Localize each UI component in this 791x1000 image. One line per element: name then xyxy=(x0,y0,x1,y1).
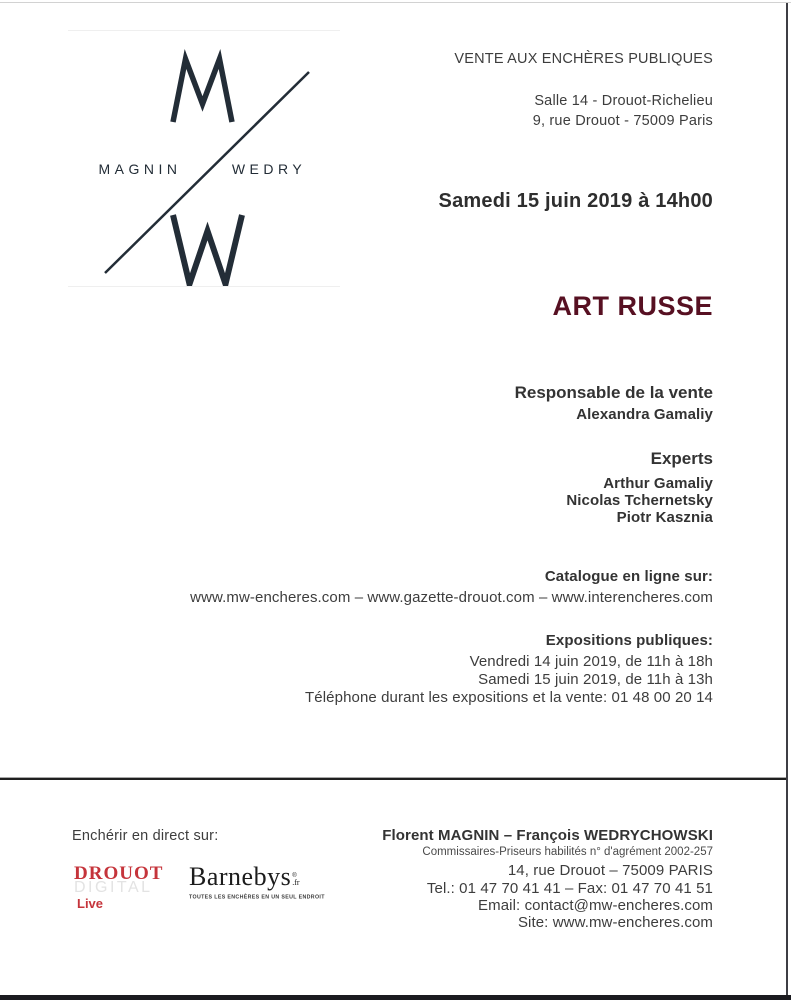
barnebys-tld-text: .fr xyxy=(292,878,300,887)
footer-accreditation: Commissaires-Priseurs habilités n° d'agrément 2002-257 xyxy=(422,846,713,858)
exposition-date: Samedi 15 juin 2019, de 11h à 13h xyxy=(478,671,713,688)
catalogue-urls: www.mw-encheres.com – www.gazette-drouot.com – www.interencheres.com xyxy=(190,589,713,606)
drouot-digital-text: DIGITAL xyxy=(74,879,153,896)
expert-name: Piotr Kasznia xyxy=(616,509,713,526)
page-edge-right xyxy=(786,3,788,996)
logo-monogram-icon xyxy=(68,31,340,286)
expert-name: Nicolas Tchernetsky xyxy=(566,492,713,509)
sale-title: ART RUSSE xyxy=(552,291,713,321)
expert-name: Arthur Gamaliy xyxy=(603,475,713,492)
footer-address: 14, rue Drouot – 75009 PARIS xyxy=(507,862,713,879)
magnin-wedry-logo xyxy=(68,30,340,287)
footer-officials: Florent MAGNIN – François WEDRYCHOWSKI xyxy=(382,827,713,844)
drouot-live-text: Live xyxy=(77,896,104,911)
footer-email: Email: contact@mw-encheres.com xyxy=(478,897,713,914)
expositions-heading: Expositions publiques: xyxy=(545,632,713,649)
page-edge-top xyxy=(0,2,791,3)
logo-letter-m-icon xyxy=(173,59,232,122)
barnebys-tagline: TOUTES LES ENCHÈRES EN UN SEUL ENDROIT xyxy=(189,895,325,901)
venue-address: 9, rue Drouot - 75009 Paris xyxy=(532,113,713,129)
responsable-name: Alexandra Gamaliy xyxy=(576,406,713,423)
exposition-phone: Téléphone durant les expositions et la vente: 01 48 00 20 14 xyxy=(305,689,713,706)
footer-site: Site: www.mw-encheres.com xyxy=(517,914,713,931)
exposition-date: Vendredi 14 juin 2019, de 11h à 18h xyxy=(469,653,713,670)
sale-type: VENTE AUX ENCHÈRES PUBLIQUES xyxy=(454,51,713,67)
barnebys-wordmark: Barnebys xyxy=(189,862,292,891)
footer-phone-fax: Tel.: 01 47 70 41 41 – Fax: 01 47 70 41 51 xyxy=(426,880,713,897)
barnebys-logo xyxy=(189,864,343,901)
bid-live-label: Enchérir en direct sur: xyxy=(72,828,219,844)
logo-letter-w-icon xyxy=(173,215,242,284)
logo-name-wedry: WEDRY xyxy=(231,161,307,177)
footer-divider xyxy=(0,777,786,780)
catalogue-heading: Catalogue en ligne sur: xyxy=(544,568,713,585)
page-edge-bottom xyxy=(0,995,791,1000)
drouot-digital-live-logo xyxy=(74,864,184,910)
drouot-logo-text: DROUOT xyxy=(74,863,164,884)
venue-salle: Salle 14 - Drouot-Richelieu xyxy=(534,93,713,109)
sale-datetime: Samedi 15 juin 2019 à 14h00 xyxy=(438,190,713,212)
experts-heading: Experts xyxy=(650,449,713,468)
responsable-heading: Responsable de la vente xyxy=(514,383,713,402)
logo-name-magnin: MAGNIN xyxy=(98,161,182,177)
barnebys-registered-icon: ® xyxy=(292,873,297,879)
